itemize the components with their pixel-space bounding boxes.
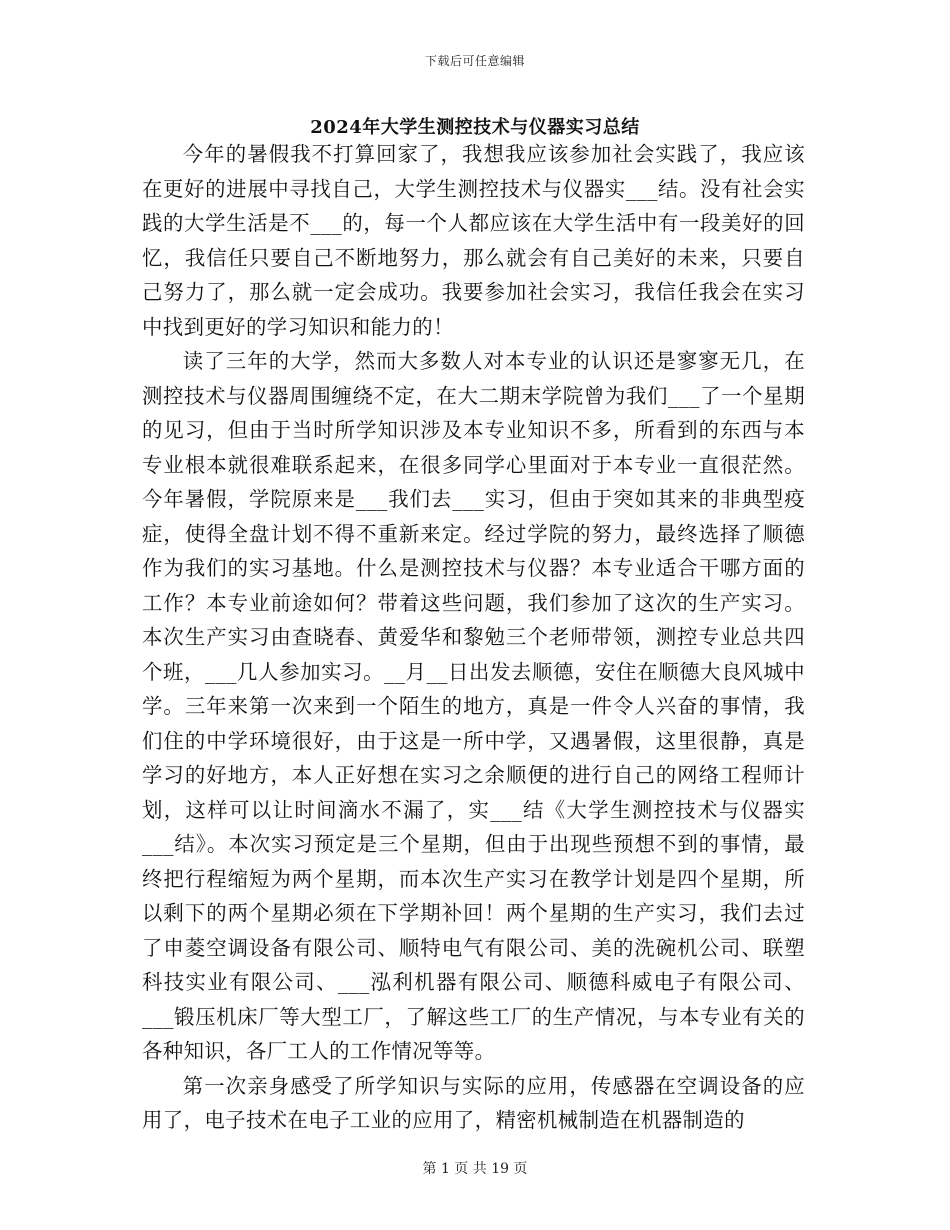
page-header: 下载后可任意编辑 (424, 54, 525, 68)
paragraph-3: 第一次亲身感受了所学知识与实际的应用，传感器在空调设备的应用了，电子技术在电子工业的应用了，精密机械制造在机器制造的 (142, 1073, 805, 1132)
document-title: 2024年大学生测控技术与仪器实习总结 (310, 117, 640, 138)
paragraph-2: 读了三年的大学，然而大多数人对本专业的认识还是寥寥无几，在测控技术与仪器周围缠绕不定，在大二期末学院曾为我们___了一个星期的见习，但由于当时所学知识涉及本专业知识不多，所看到的东西与本专业根本就很难联系起来，在很多同学心里面对于本专业一直很茫然。今年暑假，学院原来是___我们去___实习，但由于突如其来的非典型疫症，使得全盘计划不得不重新来定。经过学院的努力，最终选择了顺德作为我们的实习基地。什么是测控技术与仪器？本专业适合干哪方面的工作？本专业前途如何？带着这些问题，我们参加了这次的生产实习。本次生产实习由查晓春、黄爱华和黎勉三个老师带领，测控专业总共四个班，___几人参加实习。__月__日出发去顺德，安住在顺德大良风城中学。三年来第一次来到一个陌生的地方，真是一件令人兴奋的事情，我们住的中学环境很好，由于这是一所中学，又遇暑假，这里很静，真是学习的好地方，本人正好想在实习之余顺便的进行自己的网络工程师计划，这样可以让时间滴水不漏了，实___结《大学生测控技术与仪器实___结》。本次实习预定是三个星期，但由于出现些预想不到的事情，最终把行程缩短为两个星期，而本次生产实习在教学计划是四个星期，所以剩下的两个星期必须在下学期补回！两个星期的生产实习，我们去过了申菱空调设备有限公司、顺特电气有限公司、美的洗碗机公司、联塑科技实业有限公司、___泓利机器有限公司、顺德科威电子有限公司、___锻压机床厂等大型工厂，了解这些工厂的生产情况，与本专业有关的各种知识，各厂工人的工作情况等等。 (142, 349, 805, 1063)
page-number: 第 1 页 共 19 页 (422, 1161, 528, 1177)
paragraph-1: 今年的暑假我不打算回家了，我想我应该参加社会实践了，我应该在更好的进展中寻找自己，大学生测控技术与仪器实___结。没有社会实践的大学生活是不___的，每一个人都应该在大学生活中有一段美好的回忆，我信任只要自己不断地努力，那么就会有自己美好的未来，只要自己努力了，那么就一定会成功。我要参加社会实习，我信任我会在实习中找到更好的学习知识和能力的！ (142, 142, 805, 339)
document-body (142, 137, 805, 1138)
